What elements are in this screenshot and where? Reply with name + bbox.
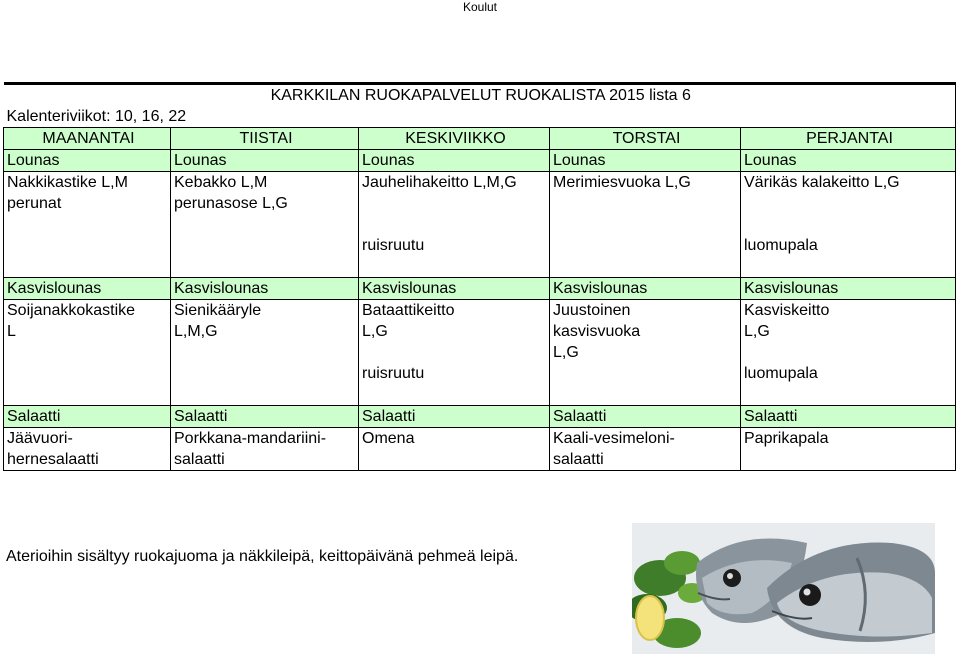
dish-name: Nakkikastike L,M bbox=[7, 174, 128, 191]
veg-cell-wednesday bbox=[359, 300, 550, 406]
dish-name: Bataattikeitto bbox=[362, 302, 455, 319]
salad-cell-thursday bbox=[550, 428, 741, 471]
salad-name: Paprikapala bbox=[744, 430, 829, 447]
day-friday: PERJANTAI bbox=[741, 128, 956, 150]
veg-heading-row bbox=[4, 278, 956, 300]
dish-diet: L,G bbox=[553, 344, 579, 361]
veg-heading: Kasvislounas bbox=[741, 278, 956, 300]
day-wednesday: KESKIVIIKKO bbox=[359, 128, 550, 150]
salad-name-cont: hernesalaatti bbox=[7, 451, 99, 468]
dish-name: Värikäs kalakeitto L,G bbox=[744, 174, 900, 191]
salad-cell-monday bbox=[4, 428, 171, 471]
dish-side: perunat bbox=[7, 195, 62, 212]
lunch-cell-monday bbox=[4, 172, 171, 278]
lunch-cell-thursday bbox=[550, 172, 741, 278]
veg-row bbox=[4, 300, 956, 406]
lunch-cell-friday bbox=[741, 172, 956, 278]
fish-photo bbox=[632, 523, 935, 654]
calendar-weeks: Kalenteriviikot: 10, 16, 22 bbox=[4, 106, 956, 128]
dish-diet: L,M,G bbox=[174, 323, 218, 340]
dish-diet: L,G bbox=[362, 323, 388, 340]
lunch-heading: Lounas bbox=[4, 150, 171, 172]
salad-name: Porkkana-mandariini- bbox=[174, 430, 327, 447]
dish-name: Jauhelihakeitto L,M,G bbox=[362, 174, 517, 191]
dish-bread: luomupala bbox=[744, 365, 818, 382]
day-thursday: TORSTAI bbox=[550, 128, 741, 150]
veg-heading: Kasvislounas bbox=[550, 278, 741, 300]
dish-side: perunasose L,G bbox=[174, 195, 288, 212]
day-monday: MAANANTAI bbox=[4, 128, 171, 150]
dish-name: Soijanakkokastike bbox=[7, 302, 136, 319]
salad-name: Kaali-vesimeloni- bbox=[553, 430, 675, 447]
menu-sheet bbox=[3, 82, 955, 471]
salad-cell-wednesday bbox=[359, 428, 550, 471]
salad-heading: Salaatti bbox=[171, 406, 359, 428]
dish-name: Juustoinen bbox=[553, 302, 631, 319]
lunch-cell-tuesday bbox=[171, 172, 359, 278]
day-tuesday: TIISTAI bbox=[171, 128, 359, 150]
weekday-header-row bbox=[4, 128, 956, 150]
menu-table bbox=[3, 82, 956, 471]
veg-cell-thursday bbox=[550, 300, 741, 406]
salad-heading: Salaatti bbox=[550, 406, 741, 428]
veg-cell-friday bbox=[741, 300, 956, 406]
salad-heading-row bbox=[4, 406, 956, 428]
salad-name-cont: salaatti bbox=[174, 451, 225, 468]
dish-name: Merimiesvuoka L,G bbox=[553, 174, 691, 191]
dish-diet: L bbox=[7, 323, 16, 340]
lunch-heading: Lounas bbox=[171, 150, 359, 172]
dish-name: Kebakko L,M bbox=[174, 174, 268, 191]
lunch-heading: Lounas bbox=[359, 150, 550, 172]
dish-name: Sienikääryle bbox=[174, 302, 262, 319]
salad-heading: Salaatti bbox=[741, 406, 956, 428]
salad-cell-friday bbox=[741, 428, 956, 471]
lunch-heading: Lounas bbox=[741, 150, 956, 172]
veg-cell-monday bbox=[4, 300, 171, 406]
salad-name: Omena bbox=[362, 430, 415, 447]
veg-heading: Kasvislounas bbox=[171, 278, 359, 300]
salad-heading: Salaatti bbox=[359, 406, 550, 428]
dish-diet: L,G bbox=[744, 323, 770, 340]
menu-title: KARKKILAN RUOKAPALVELUT RUOKALISTA 2015 lista 6 bbox=[4, 84, 956, 107]
salad-row bbox=[4, 428, 956, 471]
dish-bread: luomupala bbox=[744, 237, 818, 254]
lunch-heading: Lounas bbox=[550, 150, 741, 172]
lunch-cell-wednesday bbox=[359, 172, 550, 278]
lunch-row bbox=[4, 172, 956, 278]
dish-bread: ruisruutu bbox=[362, 237, 425, 254]
veg-cell-tuesday bbox=[171, 300, 359, 406]
veg-heading: Kasvislounas bbox=[4, 278, 171, 300]
salad-name: Jäävuori- bbox=[7, 430, 73, 447]
page-header: Koulut bbox=[462, 0, 498, 14]
salad-cell-tuesday bbox=[171, 428, 359, 471]
veg-heading: Kasvislounas bbox=[359, 278, 550, 300]
lemon-slice bbox=[636, 596, 664, 640]
lunch-heading-row bbox=[4, 150, 956, 172]
dish-bread: ruisruutu bbox=[362, 365, 425, 382]
dish-name-cont: kasvisvuoka bbox=[553, 323, 641, 340]
footer-note: Aterioihin sisältyy ruokajuoma ja näkkileipä, keittopäivänä pehmeä leipä. bbox=[6, 548, 519, 565]
salad-name-cont: salaatti bbox=[553, 451, 604, 468]
salad-heading: Salaatti bbox=[4, 406, 171, 428]
dish-name: Kasviskeitto bbox=[744, 302, 830, 319]
